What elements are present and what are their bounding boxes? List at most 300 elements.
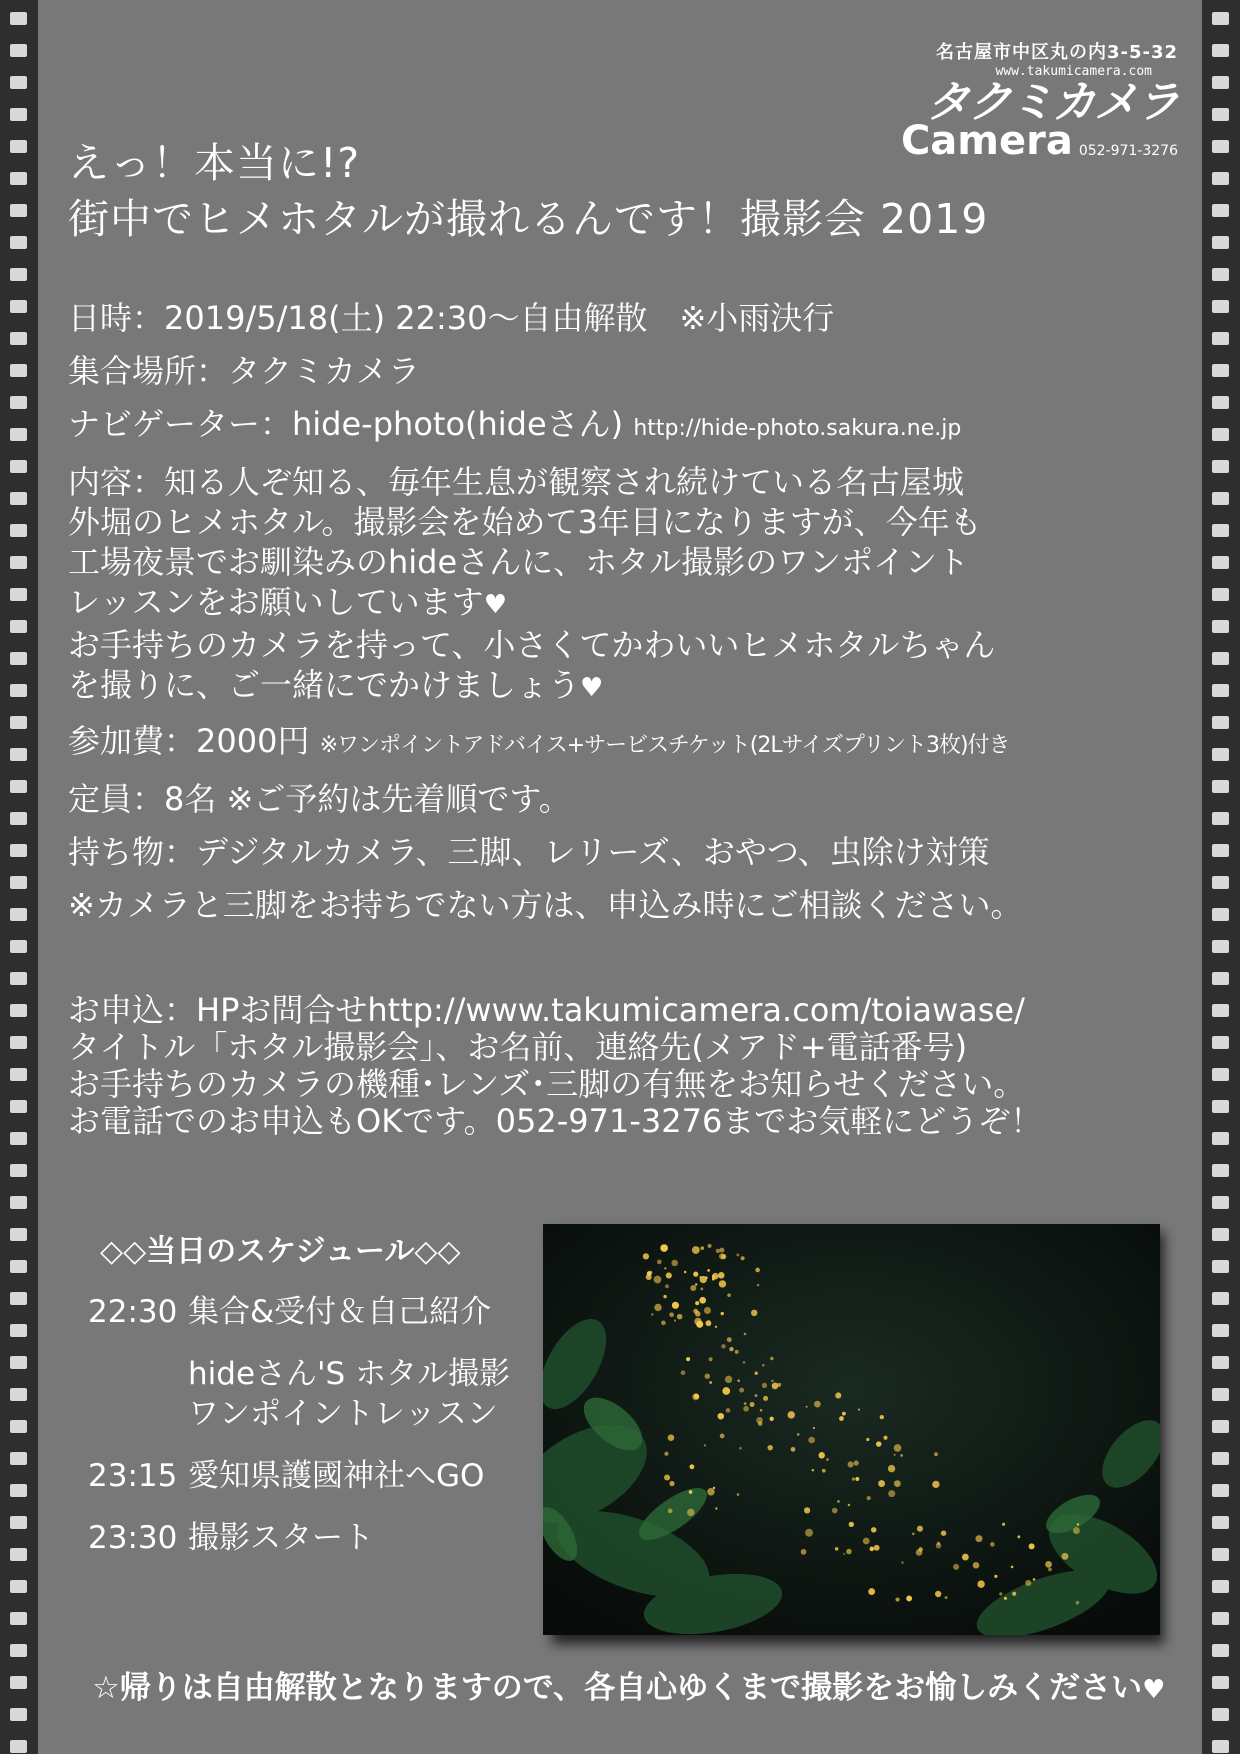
firefly-dot [663,1295,666,1298]
apply-line: タイトル「ホタル撮影会」、お名前、連絡先(メアド+電話番号) [68,1028,968,1066]
firefly-dot [895,1598,899,1602]
firefly-dot [695,1301,699,1305]
info-content-line: 外堀のヒメホタル。撮影会を始めて3年目になりますが、今年も [68,503,982,541]
film-hole [10,332,27,345]
firefly-dot [777,1383,781,1387]
firefly-dot [854,1460,859,1465]
firefly-dot [814,1401,821,1408]
film-hole [1212,332,1229,345]
firefly-dot [812,1469,815,1472]
firefly-dot [822,1469,826,1473]
film-hole [10,972,27,985]
content-text: レッスンをお願いしています [68,583,484,621]
schedule-item [88,1518,538,1558]
firefly-dot [756,1417,763,1424]
firefly-dot [871,1527,876,1532]
film-hole [1212,556,1229,569]
navigator-url: http://hide-photo.sakura.ne.jp [633,416,962,441]
firefly-dot [771,1380,774,1383]
firefly-dot [868,1588,875,1595]
film-hole [1212,1228,1229,1241]
firefly-dot [751,1310,757,1316]
film-hole [10,1004,27,1017]
film-hole [10,524,27,537]
firefly-dot [934,1452,938,1456]
firefly-dot [704,1444,706,1446]
firefly-dot [935,1591,941,1597]
film-hole [1212,1452,1229,1465]
content-text: を撮りに、ご一緒にでかけましょう [68,666,581,704]
firefly-dot [684,1271,686,1273]
schedule-item [88,1394,538,1434]
firefly-dot [808,1437,815,1444]
film-hole [1212,268,1229,281]
film-hole [10,1548,27,1561]
film-hole [1212,908,1229,921]
schedule-text: 集合&受付＆自己紹介 [188,1294,492,1330]
firefly-dot [716,1249,720,1253]
heart-icon: ♥ [1142,1675,1166,1705]
schedule-text: 撮影スタート [188,1520,374,1556]
film-hole [1212,684,1229,697]
firefly-dot [661,1321,666,1326]
firefly-dot [704,1307,711,1314]
firefly-dot [848,1461,854,1467]
firefly-dot [835,1547,838,1550]
info-content-line [68,582,1188,625]
film-hole [1212,1548,1229,1561]
schedule-item [88,1292,538,1332]
firefly-dot [977,1580,984,1587]
info-content-line [68,665,1188,708]
firefly-dot [835,1392,841,1398]
film-hole [1212,236,1229,249]
firefly-dot [755,1268,760,1273]
info-items: 持ち物：デジタルカメラ、三脚、レリーズ、おやつ、虫除け対策 [68,833,990,871]
film-hole [10,716,27,729]
info-fee [68,721,1188,766]
film-hole [10,1068,27,1081]
firefly-dot [662,1246,664,1248]
film-hole [10,1132,27,1145]
film-hole [1212,716,1229,729]
firefly-dot [672,1302,679,1309]
firefly-dot [681,1370,686,1375]
film-hole [10,204,27,217]
event-title [68,135,1178,247]
film-hole [10,1612,27,1625]
firefly-dot [990,1542,995,1547]
firefly-dot [912,1533,915,1536]
firefly-dot [657,1260,662,1265]
firefly-dot [721,1344,725,1348]
film-hole [1212,1612,1229,1625]
schedule-list [88,1292,538,1558]
firefly-dot [883,1436,887,1440]
firefly-dot [669,1481,674,1486]
film-hole [10,44,27,57]
firefly-photo [543,1224,1160,1635]
title-line-2: 街中でヒメホタルが撮れるんです！撮影会 2019 [68,195,989,243]
firefly-dot [669,1312,674,1317]
film-hole [10,1708,27,1721]
firefly-dot [664,1267,666,1269]
firefly-dot [707,1488,714,1495]
schedule-time: 23:15 [88,1458,178,1494]
info-place: 集合場所：タクミカメラ [68,352,421,390]
film-hole [10,684,27,697]
film-hole [1212,1676,1229,1689]
film-hole [10,12,27,25]
firefly-dot [665,1284,669,1288]
firefly-dot [699,1297,706,1304]
film-hole [10,1644,27,1657]
firefly-dot [813,1427,815,1429]
firefly-dot [839,1416,844,1421]
firefly-dot [843,1553,845,1555]
firefly-dot [654,1276,662,1284]
firefly-dot [917,1526,923,1532]
firefly-dot [826,1458,829,1461]
shop-url: www.takumicamera.com [995,64,1152,79]
firefly-dot [696,1321,703,1328]
film-hole [10,1420,27,1433]
film-hole [10,1324,27,1337]
film-hole [1212,140,1229,153]
firefly-dot [700,1276,707,1283]
schedule-time [88,1394,188,1434]
firefly-dot [962,1554,969,1561]
firefly-dot [772,1383,779,1390]
firefly-dot [692,1246,700,1254]
film-hole [10,300,27,313]
film-hole [1212,108,1229,121]
firefly-dot [755,1372,758,1375]
film-hole [10,1676,27,1689]
firefly-dot [945,1596,948,1599]
film-hole [1212,76,1229,89]
shop-tel: 052-971-3276 [1078,143,1178,159]
info-datetime: 日時：2019/5/18(土) 22:30〜自由解散 ※小雨決行 [68,299,835,337]
film-hole [10,908,27,921]
film-hole [10,396,27,409]
firefly-dot [852,1477,855,1480]
film-hole [10,364,27,377]
firefly-dot [918,1547,922,1551]
schedule-time [88,1354,188,1394]
film-hole [1212,588,1229,601]
film-hole [10,460,27,473]
firefly-dot [715,1507,717,1509]
firefly-dot [720,1434,725,1439]
firefly-dot [737,1379,740,1382]
firefly-dot [729,1347,733,1351]
film-hole [1212,396,1229,409]
film-hole [10,1228,27,1241]
firefly-dot [666,1272,672,1278]
firefly-dot [878,1480,885,1487]
firefly-dot [744,1333,747,1336]
film-hole [1212,940,1229,953]
firefly-dot [818,1452,824,1458]
film-hole [10,1292,27,1305]
film-hole [1212,972,1229,985]
firefly-dot [770,1417,774,1421]
firefly-dot [1011,1566,1014,1569]
film-hole [1212,1036,1229,1049]
film-hole [1212,1100,1229,1113]
firefly-dot [936,1543,942,1549]
firefly-dot [1061,1553,1068,1560]
firefly-dot [713,1487,715,1489]
firefly-dot [1076,1601,1080,1605]
film-hole [1212,1324,1229,1337]
schedule-time: 23:30 [88,1520,178,1556]
firefly-dot [762,1364,765,1367]
firefly-dot [866,1438,869,1441]
firefly-dot [806,1406,808,1408]
firefly-dot [668,1509,673,1514]
firefly-dot [668,1434,675,1441]
schedule-title: ◇◇当日のスケジュール◇◇ [100,1234,461,1269]
firefly-dot [739,1388,744,1393]
firefly-dot [737,1493,740,1496]
shop-name-jp: タクミカメラ [926,77,1178,128]
firefly-dot [695,1311,701,1317]
film-hole [1212,1484,1229,1497]
firefly-dot [722,1387,730,1395]
firefly-dot [941,1530,946,1535]
film-hole [1212,748,1229,761]
film-hole [10,428,27,441]
film-hole [1212,1388,1229,1401]
firefly-dot [709,1357,713,1361]
film-hole [1212,1356,1229,1369]
firefly-dot [1012,1592,1016,1596]
info-navigator [68,404,1188,449]
film-hole [10,652,27,665]
apply-line: お手持ちのカメラの機種･レンズ･三脚の有無をお知らせください。 [68,1065,1026,1103]
firefly-dot [1033,1578,1036,1581]
firefly-dot [726,1408,731,1413]
schedule-text: hideさん'S ホタル撮影 [188,1356,511,1392]
firefly-dot [932,1481,939,1488]
film-hole [1212,204,1229,217]
application-info [68,992,1188,1140]
firefly-dot [767,1445,772,1450]
firefly-dot [888,1465,895,1472]
film-hole [1212,844,1229,857]
film-hole [10,940,27,953]
film-hole [10,1100,27,1113]
film-hole [1212,172,1229,185]
firefly-dot [674,1319,676,1321]
firefly-dot [848,1504,850,1506]
film-hole [1212,1580,1229,1593]
firefly-dot [1004,1597,1007,1600]
firefly-dot [700,1246,704,1250]
film-hole [10,1516,27,1529]
firefly-dot [727,1293,731,1297]
firefly-dot [855,1477,859,1481]
firefly-dot [797,1433,800,1436]
firefly-dot [1048,1568,1052,1572]
film-hole [10,1164,27,1177]
firefly-dot [973,1562,980,1569]
film-hole [10,236,27,249]
film-hole [10,268,27,281]
firefly-dot [647,1271,652,1276]
shop-address: 名古屋市中区丸の内3-5-32 [935,42,1178,63]
film-hole [1212,1164,1229,1177]
firefly-dot [739,1447,742,1450]
apply-line: お電話でのお申込もOKです。052-971-3276までお気軽にどうぞ！ [68,1102,1043,1140]
film-hole [1212,1740,1229,1753]
firefly-dot [975,1535,982,1542]
firefly-dot [837,1500,840,1503]
film-hole [1212,300,1229,313]
firefly-dot [664,1452,668,1456]
schedule-item [88,1354,538,1394]
info-content-line: 工場夜景でお馴染みのhideさんに、ホタル撮影のワンポイント [68,543,970,581]
film-hole [10,76,27,89]
firefly-dot [690,1285,696,1291]
film-hole [1212,780,1229,793]
firefly-dot [701,1288,704,1291]
schedule-item [88,1456,538,1496]
film-hole [1212,364,1229,377]
film-hole [1212,1708,1229,1721]
firefly-dot [719,1253,725,1259]
firefly-photo-image [543,1224,1160,1635]
firefly-dot [953,1564,959,1570]
film-hole [10,140,27,153]
film-hole [1212,1132,1229,1145]
heart-icon: ♥ [483,590,507,620]
firefly-dot [736,1253,739,1256]
firefly-dot [994,1575,997,1578]
fee-text: 参加費：2000円 [68,722,310,760]
film-hole [10,1196,27,1209]
firefly-dot [804,1507,810,1513]
firefly-dot [832,1508,838,1514]
firefly-dot [760,1409,763,1412]
navigator-name: ナビゲーター：hide-photo(hideさん) [68,405,624,443]
schedule-time: 22:30 [88,1294,178,1330]
firefly-dot [858,1409,860,1411]
film-hole [10,1580,27,1593]
firefly-dot [708,1244,712,1248]
firefly-dot [762,1383,767,1388]
firefly-dot [741,1256,745,1260]
film-hole [10,1452,27,1465]
firefly-dot [788,1411,795,1418]
film-hole [10,108,27,121]
film-hole [10,748,27,761]
firefly-dot [718,1272,725,1279]
info-capacity: 定員：8名 ※ご予約は先着順です。 [68,780,571,818]
firefly-dot [671,1260,677,1266]
firefly-dot [750,1402,755,1407]
firefly-dot [693,1272,698,1277]
firefly-dot [906,1596,912,1602]
film-hole [10,1260,27,1273]
film-hole [1212,620,1229,633]
firefly-dot [687,1509,694,1516]
firefly-dot [712,1278,715,1281]
firefly-dot [894,1444,902,1452]
firefly-dot [900,1454,903,1457]
film-hole [1212,1644,1229,1657]
film-hole [1212,1292,1229,1305]
firefly-dot [706,1320,712,1326]
firefly-dot [719,1280,726,1287]
firefly-dot [705,1373,710,1378]
film-hole [10,876,27,889]
firefly-dot [651,1313,653,1315]
firefly-dot [654,1304,661,1311]
firefly-dot [757,1284,759,1286]
firefly-dot [880,1415,884,1419]
film-hole [10,1484,27,1497]
firefly-dot [842,1412,846,1416]
film-hole [1212,1420,1229,1433]
firefly-dot [894,1480,901,1487]
firefly-dot [763,1396,768,1401]
firefly-dot [718,1413,725,1420]
firefly-dot [867,1496,871,1500]
apply-line: お申込：HPお問合せhttp://www.takumicamera.com/toiawase/ [68,991,1025,1029]
firefly-dot [894,1454,896,1456]
firefly-dot [664,1474,670,1480]
firefly-dot [1002,1523,1005,1526]
firefly-dot [689,1464,694,1469]
film-hole [10,1388,27,1401]
film-strip-right [1202,0,1240,1754]
info-items-note: ※カメラと三脚をお持ちでない方は、申込み時にご相談ください。 [68,886,1023,924]
film-hole [10,492,27,505]
firefly-dot [901,1561,903,1563]
firefly-dot [695,1283,697,1285]
firefly-dot [791,1447,796,1452]
firefly-dot [725,1376,732,1383]
firefly-dot [863,1538,870,1545]
film-hole [1212,524,1229,537]
firefly-dot [743,1361,746,1364]
title-line-1: えっ！本当に!? [68,139,361,187]
film-hole [10,620,27,633]
firefly-dot [805,1529,813,1537]
film-strip-left [0,0,38,1754]
heart-icon: ♥ [580,673,604,703]
film-hole [10,556,27,569]
film-hole [1212,460,1229,473]
firefly-dot [755,1394,758,1397]
schedule-text: 愛知県護國神社へGO [188,1458,485,1494]
firefly-dot [846,1549,851,1554]
film-hole [10,812,27,825]
firefly-dot [694,1394,700,1400]
firefly-dot [660,1244,668,1252]
film-hole [1212,1068,1229,1081]
firefly-dot [735,1350,739,1354]
footer-note [92,1662,1165,1707]
film-hole [1212,876,1229,889]
film-hole [10,588,27,601]
film-hole [10,172,27,185]
film-hole [10,1356,27,1369]
firefly-dot [743,1406,749,1412]
